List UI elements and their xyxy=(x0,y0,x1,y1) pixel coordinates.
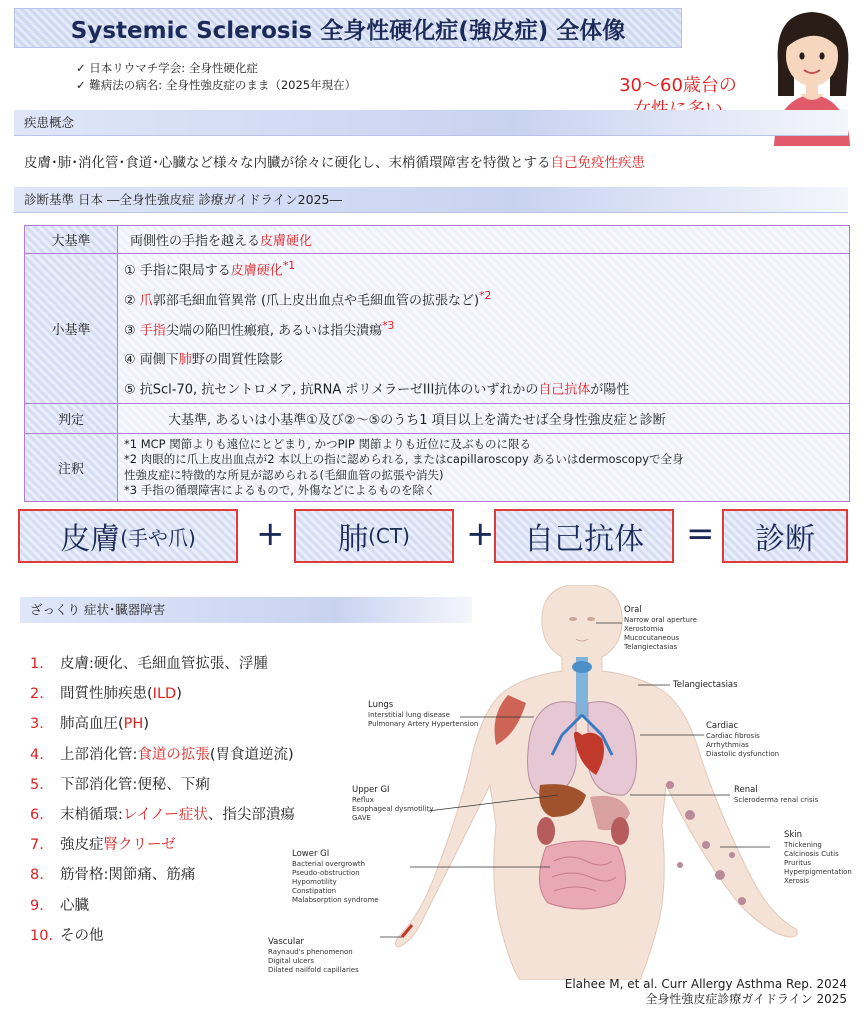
list-item: 6. 末梢循環:レイノー症状、指尖部潰瘍 xyxy=(30,806,295,823)
formula-antibody-box: 自己抗体 xyxy=(494,509,674,563)
vascular-annotation: Vascular Raynaud's phenomenon Digital ulcers Dilated nailfold capillaries xyxy=(268,937,359,974)
lungs-annotation: Lungs Interstitial lung disease Pulmonary Artery Hypertension xyxy=(368,700,479,728)
minor-item: ④ 両側下肺野の間質性陰影 xyxy=(124,352,283,368)
skin-annotation: Skin Thickening Calcinosis Cutis Pruritus Hyperpigmentation Xerosis xyxy=(784,830,852,885)
minor-item: ② 爪郭部毛細血管異常 (爪上皮出血点や毛細血管の拡張など)$^{*2}$ xyxy=(124,288,492,309)
note-line: *2 肉眼的に爪上皮出血点が2 本以上の指に認められる, またはcapillaroscopy あるいはdermoscopyで全身 xyxy=(124,452,684,467)
list-item: 10. その他 xyxy=(30,927,104,944)
list-item: 3. 肺高血圧(PH) xyxy=(30,716,149,733)
upper-gi-annotation: Upper GI Reflux Esophageal dysmotility GAVE xyxy=(352,785,434,822)
minor-item: ③ 手指尖端の陥凹性瘢痕, あるいは指尖潰瘍$^{*3}$ xyxy=(124,318,395,338)
name-note: ✓ 日本リウマチ学会: 全身性硬化症 xyxy=(76,61,258,75)
major-label: 大基準 xyxy=(25,226,118,254)
notes-label: 注釈 xyxy=(25,434,118,502)
concept-text xyxy=(24,151,645,171)
judgement-text: 大基準, あるいは小基準①及び②～⑤のうち1 項目以上を満たせば全身性強皮症と診断 xyxy=(118,404,850,434)
list-item: 5. 下部消化管:便秘、下痢 xyxy=(30,776,210,793)
note-line: *3 手指の循環障害によるもので, 外傷などによるものを除く xyxy=(124,483,436,498)
formula-skin-box: 皮膚 (手や爪) xyxy=(18,509,238,563)
lower-gi-annotation: Lower GI Bacterial overgrowth Pseudo-obstruction Hypomotility Constipation Malabsorption syndrome xyxy=(292,849,379,904)
note-line: 性強皮症に特徴的な所見が認められる(毛細血管の拡張や消失) xyxy=(124,467,444,482)
major-text: 両側性の手指を越える xyxy=(130,234,261,249)
telangiectasias-annotation: Telangiectasias xyxy=(673,680,738,690)
list-item: 2. 間質性肺疾患(ILD) xyxy=(30,686,182,703)
list-item: 7. 強皮症腎クリーゼ xyxy=(30,837,176,854)
citation xyxy=(565,977,847,1007)
plus-sign: + xyxy=(256,514,285,554)
minor-label: 小基準 xyxy=(25,254,118,404)
formula-diagnosis-box: 診断 xyxy=(722,509,848,563)
title-banner xyxy=(14,8,682,48)
criteria-table xyxy=(24,225,850,502)
cardiac-annotation: Cardiac Cardiac fibrosis Arrhythmias Diastolic dysfunction xyxy=(706,721,780,758)
list-item: 4. 上部消化管:食道の拡張(胃食道逆流) xyxy=(30,746,294,763)
citation-line: 全身性強皮症診療ガイドライン 2025 xyxy=(645,992,847,1006)
minor-item: ① 手指に限局する皮膚硬化$^{*1}$ xyxy=(124,259,296,279)
major-highlight: 皮膚硬化 xyxy=(260,234,313,249)
body-illustration xyxy=(340,585,865,980)
note-line: *1 MCP 関節よりも遠位にとどまり, かつPIP 関節よりも近位に及ぶものに限る xyxy=(124,436,531,451)
major-criteria-row xyxy=(25,226,850,254)
tagline-line: 30～60歳台の xyxy=(619,75,737,96)
formula-lung-box: 肺 (CT) xyxy=(294,509,454,563)
minor-criteria-row xyxy=(25,254,850,404)
anatomy-figure xyxy=(268,585,865,980)
notes-content xyxy=(118,434,850,502)
minor-item: ⑤ 抗Scl-70, 抗セントロメア, 抗RNA ポリメラーゼIII抗体のいずれかの自己抗体が陽性 xyxy=(124,382,630,398)
notes-row xyxy=(25,434,850,502)
name-notes xyxy=(76,60,356,94)
concept-highlight: 自己免疫性疾患 xyxy=(550,155,645,171)
list-item: 1. 皮膚:硬化、毛細血管拡張、浮腫 xyxy=(30,656,268,672)
symptoms-heading: ざっくり 症状･臓器障害 xyxy=(20,597,472,623)
criteria-heading: 診断基準 日本 ―全身性強皮症 診療ガイドライン2025― xyxy=(14,187,848,213)
concept-body: 皮膚･肺･消化管･食道･心臓など様々な内臓が徐々に硬化し、末梢循環障害を特徴とする xyxy=(24,155,551,171)
renal-annotation: Renal Scleroderma renal crisis xyxy=(734,785,819,804)
judgement-row xyxy=(25,404,850,434)
symptom-list xyxy=(30,652,295,954)
citation-line: Elahee M, et al. Curr Allergy Asthma Rep. 2024 xyxy=(564,977,847,991)
oral-annotation: Oral Narrow oral aperture Xerostomia Mucocutaneous Telangiectasias xyxy=(624,605,697,651)
judgement-label: 判定 xyxy=(25,404,118,434)
plus-sign: + xyxy=(466,514,495,554)
major-content xyxy=(118,226,850,254)
equals-sign: = xyxy=(686,514,715,554)
concept-heading: 疾患概念 xyxy=(14,110,848,136)
page-title: Systemic Sclerosis 全身性硬化症(強皮症) 全体像 xyxy=(70,17,626,44)
name-note: ✓ 難病法の病名: 全身性強皮症のまま（2025年現在） xyxy=(76,78,357,92)
minor-content xyxy=(118,254,850,404)
list-item: 9. 心臓 xyxy=(30,897,89,914)
list-item: 8. 筋骨格:関節痛、筋痛 xyxy=(30,867,196,884)
